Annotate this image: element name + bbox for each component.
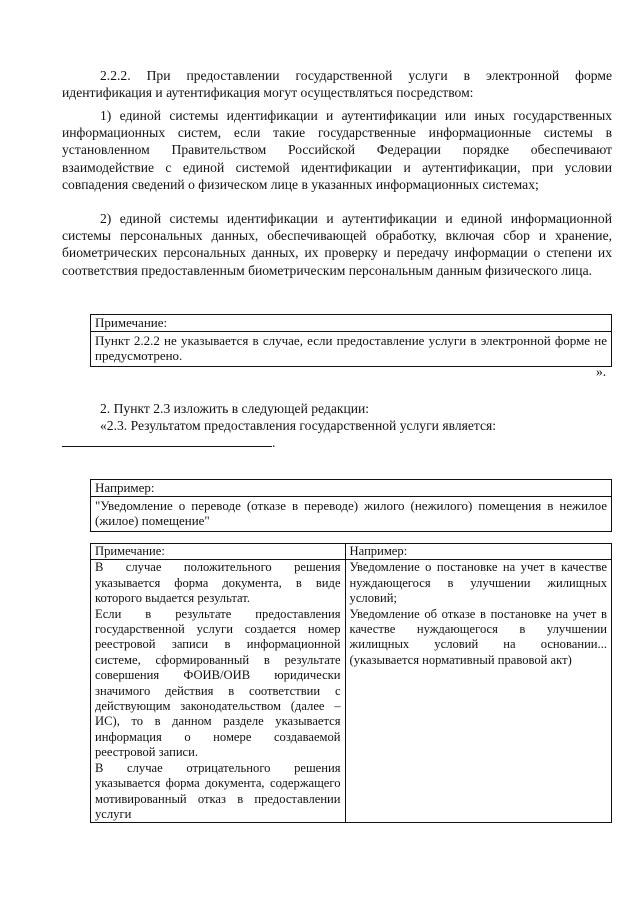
example-box-1 <box>90 479 612 532</box>
table-heading-note: Примечание: <box>91 544 346 560</box>
note-negative-decision: В случае отрицательного решения указывается форма документа, содержащего мотивированный отказ в предоставлении услуги <box>95 760 341 821</box>
paragraph-2-3: «2.3. Результатом предоставления государственной услуги является: <box>100 418 497 433</box>
note-box-1 <box>90 314 612 367</box>
list-item-2: 2) единой системы идентификации и аутентификации и единой информационной системы персональных данных, обеспечивающей обработку, включая сбор и хранение, биометрических персональных данных, их проверку и передачу информации о степени их соответствия предоставленным биометрическим персональным данным физического лица. <box>62 211 612 278</box>
example-box-1-text: "Уведомление о переводе (отказе в переводе) жилого (нежилого) помещения в нежилое (жилое) помещение" <box>95 497 607 528</box>
list-item-1: 1) единой системы идентификации и аутентификации или иных государственных информационных систем, если такие государственные информационные системы в установленном Правительством Российской Федерации порядке обеспечивают взаимодействие с единой системой идентификации и аутентификации, при условии совпадения сведений о физическом лице в указанных информационных системах; <box>62 108 612 192</box>
note-registry-record: Если в результате предоставления государственной услуги создается номер реестровой записи в информационной системе, сформированный в результате совершения ФОИВ/ОИВ юридически значимого действия в соответствии с действующим законодательством (далее – ИС), то в данном разделе указывается информация о номере создаваемой реестровой записи. <box>95 606 341 760</box>
table-cell-note <box>91 560 346 823</box>
blank-underline <box>62 434 272 447</box>
paragraph-2: 2. Пункт 2.3 изложить в следующей редакции: <box>100 401 370 416</box>
note-positive-decision: В случае положительного решения указывается форма документа, в виде которого выдается результат. <box>95 560 341 606</box>
result-table-body-row <box>91 560 612 823</box>
table-cell-example <box>345 560 611 823</box>
example-box-1-heading: Например: <box>91 480 611 497</box>
note-box-1-heading: Примечание: <box>91 315 611 332</box>
table-heading-example: Например: <box>345 544 611 560</box>
closing-quote: ». <box>596 364 607 379</box>
note-box-1-text: Пункт 2.2.2 не указывается в случае, если предоставление услуги в электронной форме не предусмотрено. <box>95 332 607 363</box>
result-table-header-row <box>91 544 612 560</box>
result-table <box>90 543 612 823</box>
result-blank-line <box>62 434 275 451</box>
paragraph-2-2-2: 2.2.2. При предоставлении государственной услуги в электронной форме идентификация и аутентификация могут осуществляться посредством: <box>62 68 612 101</box>
example-registration-notice: Уведомление о постановке на учет в качестве нуждающегося в улучшении жилищных условий; <box>349 560 607 606</box>
example-refusal-notice: Уведомление об отказе в постановке на учет в качестве нуждающегося в улучшении жилищных условий на основании... (указывается нормативный правовой акт) <box>349 606 607 667</box>
blank-suffix: . <box>272 435 276 450</box>
